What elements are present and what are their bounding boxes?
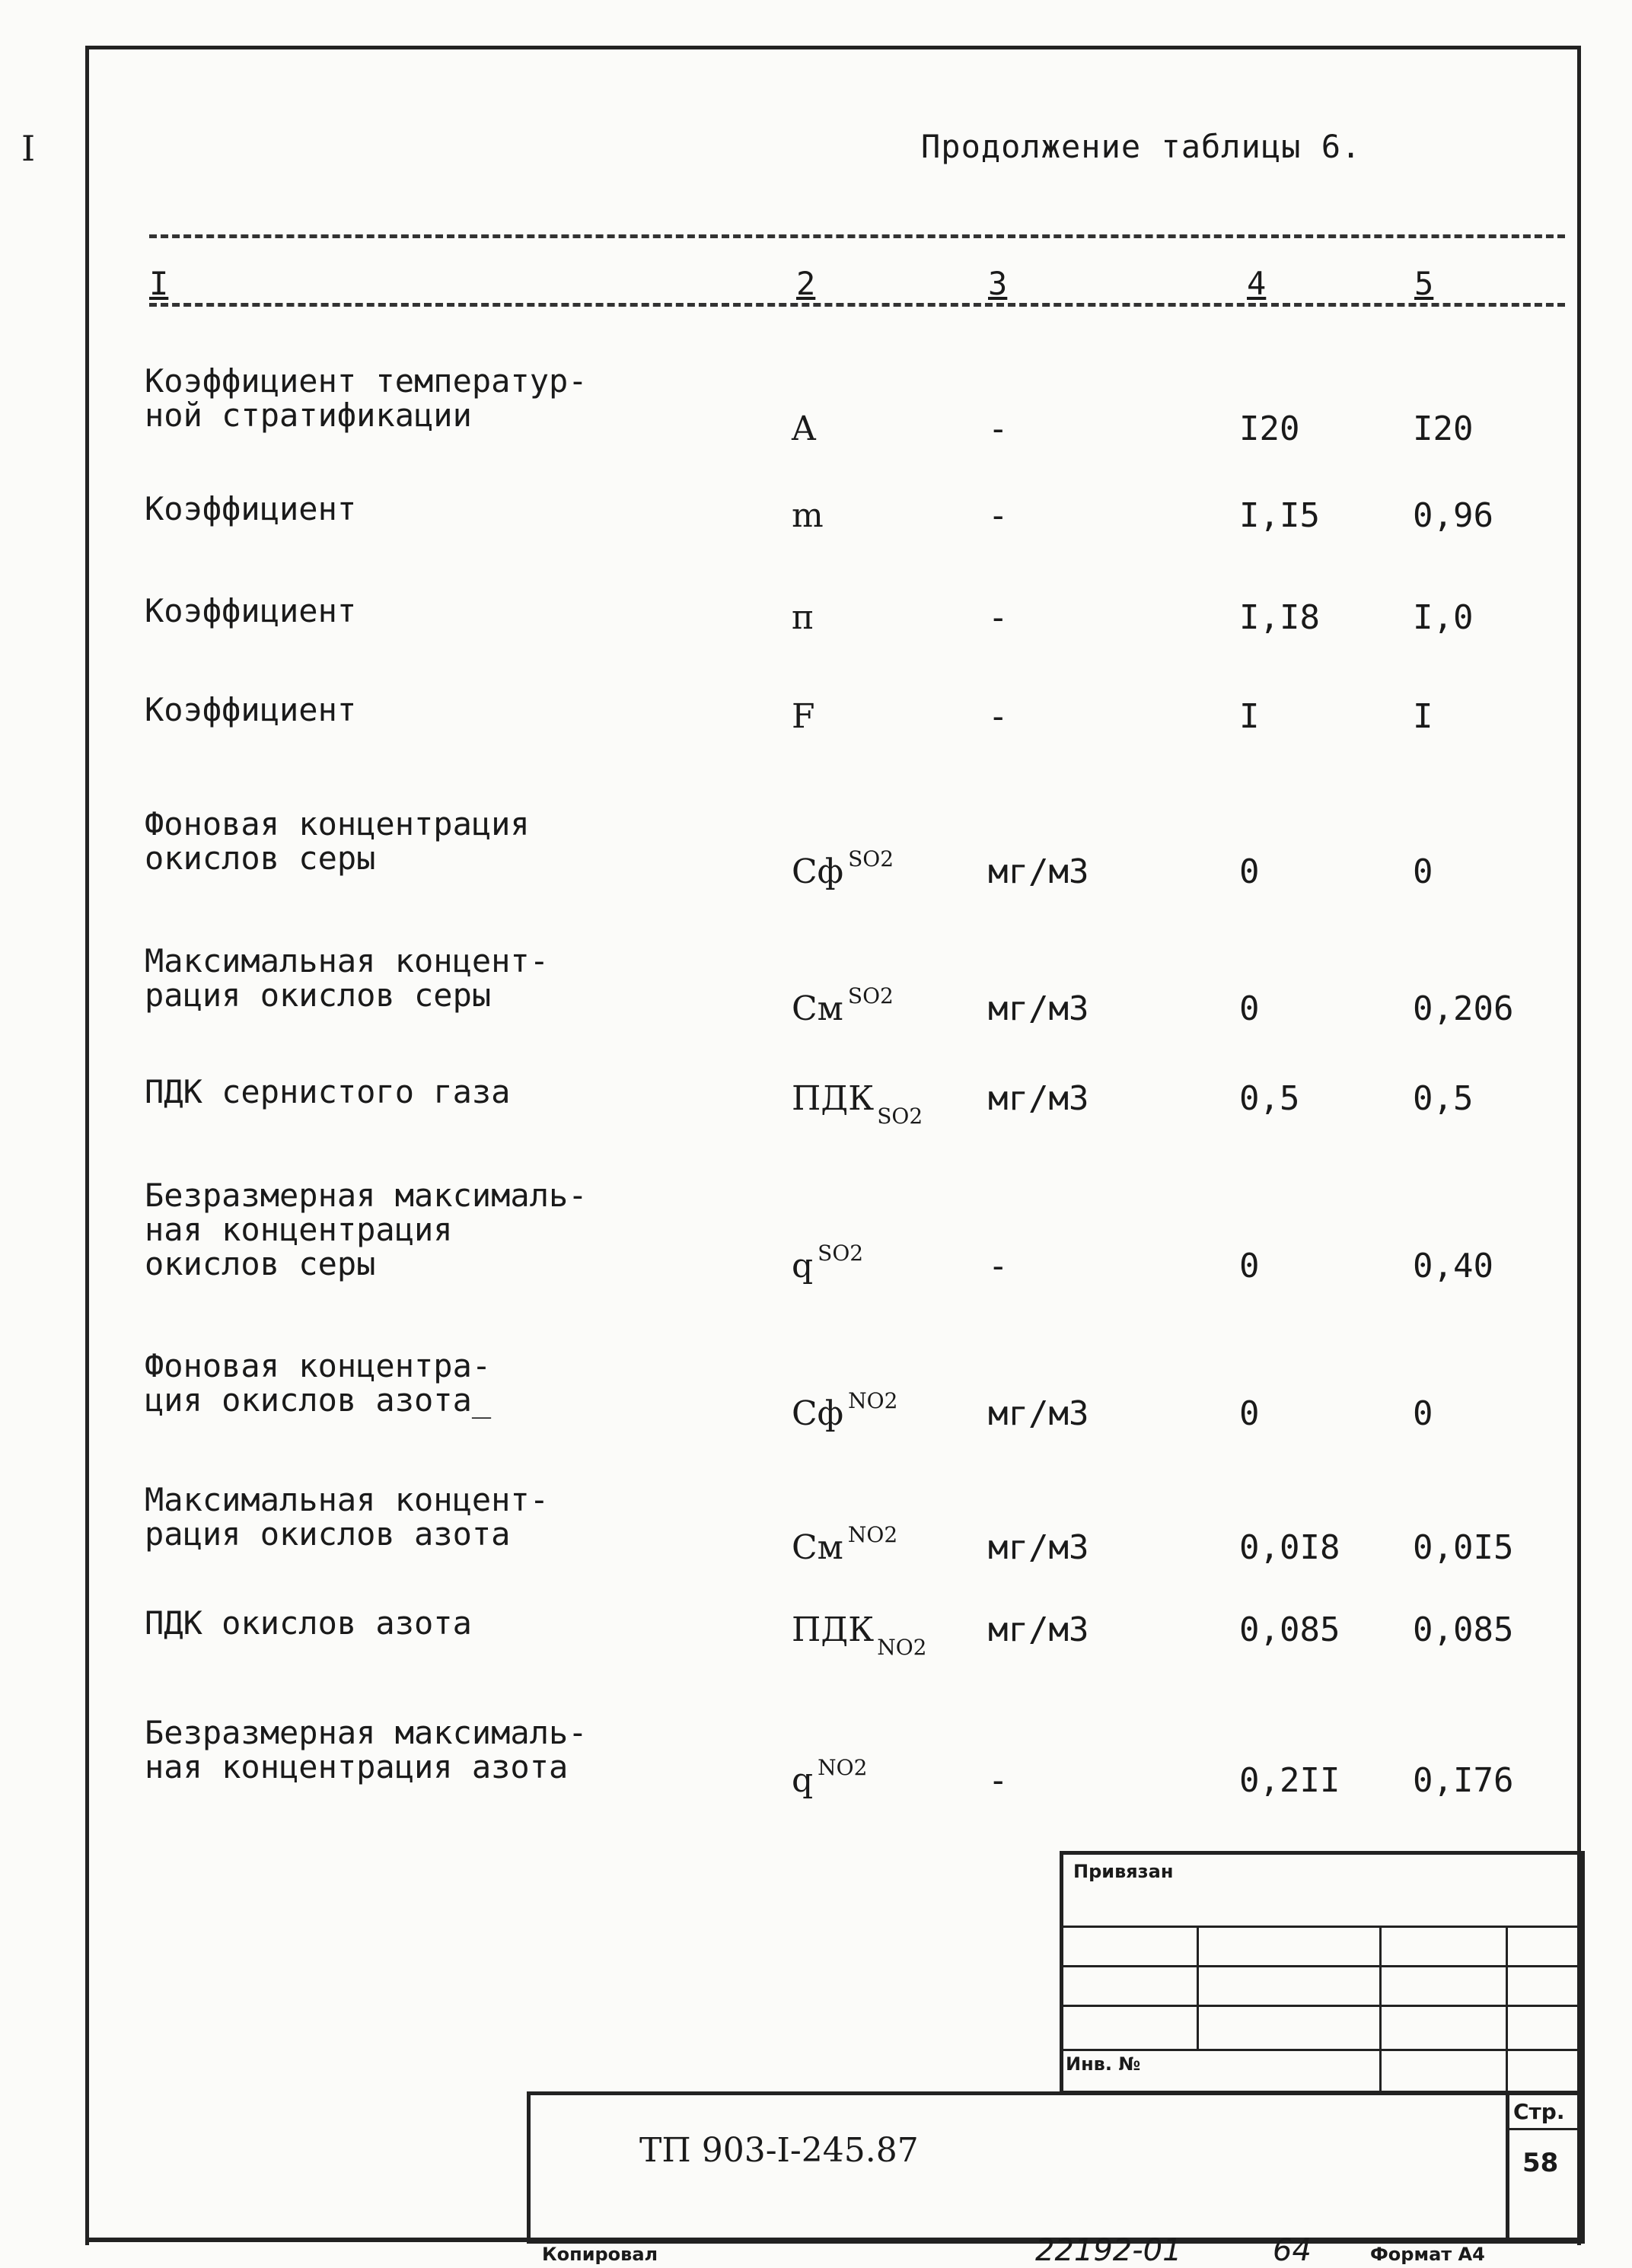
row-value-col5: 0,40 xyxy=(1413,1247,1493,1285)
row-unit: - xyxy=(988,697,1009,736)
row-symbol xyxy=(792,1241,864,1285)
symbol-base: См xyxy=(792,989,843,1028)
row-unit: мг/м3 xyxy=(988,1079,1089,1118)
symbol-superscript: SO2 xyxy=(818,1241,864,1266)
row-unit: - xyxy=(988,1761,1009,1800)
margin-number: I xyxy=(21,128,36,169)
row-symbol xyxy=(792,598,814,637)
stamp-line xyxy=(1379,1926,1382,2094)
symbol-base: См xyxy=(792,1528,843,1567)
symbol-base: q xyxy=(792,1247,814,1285)
table-title: Продолжение таблицы 6. xyxy=(921,128,1362,165)
column-header-5: 5 xyxy=(1414,265,1434,302)
row-label: ПДК окислов азота xyxy=(145,1604,472,1642)
row-value-col4: 0 xyxy=(1239,989,1260,1028)
handwritten-page: 64 xyxy=(1273,2233,1312,2268)
row-symbol xyxy=(792,409,816,448)
row-value-col5: I,0 xyxy=(1413,598,1474,637)
symbol-base: A xyxy=(792,409,816,448)
row-value-col5: 0,085 xyxy=(1413,1610,1514,1649)
row-unit: - xyxy=(988,409,1009,448)
inv-no-label: Инв. № xyxy=(1066,2053,1141,2075)
row-unit: - xyxy=(988,1247,1009,1285)
row-value-col5: 0,0I5 xyxy=(1413,1528,1514,1567)
row-symbol xyxy=(792,697,815,736)
header-bottom-dashed-line xyxy=(149,303,1565,307)
row-label: Безразмерная максималь- ная концентрация азота xyxy=(145,1714,588,1785)
row-symbol xyxy=(792,1522,898,1567)
row-unit: мг/м3 xyxy=(988,989,1089,1028)
stamp-line xyxy=(1506,1926,1508,2094)
symbol-base: F xyxy=(792,697,815,736)
row-label: Коэффициент xyxy=(145,490,357,527)
row-unit: - xyxy=(988,496,1009,535)
row-unit: - xyxy=(988,598,1009,637)
stamp-line xyxy=(1197,1926,1199,2049)
column-header-1: I xyxy=(149,265,169,302)
row-label: ПДК сернистого газа xyxy=(145,1073,511,1110)
symbol-superscript: NO2 xyxy=(847,1522,898,1547)
row-value-col4: 0,2II xyxy=(1239,1761,1340,1800)
stamp-line xyxy=(1506,2091,1509,2244)
row-symbol xyxy=(792,1388,898,1433)
row-symbol xyxy=(792,846,894,891)
row-symbol xyxy=(792,1079,923,1129)
row-value-col4: 0,085 xyxy=(1239,1610,1340,1649)
column-header-2: 2 xyxy=(796,265,816,302)
symbol-base: ПДК xyxy=(792,1079,875,1118)
kopiroval-label: Копировал xyxy=(542,2244,658,2265)
row-value-col4: 0 xyxy=(1239,852,1260,891)
symbol-superscript: SO2 xyxy=(847,983,894,1008)
row-value-col4: I xyxy=(1239,697,1260,736)
row-symbol xyxy=(792,1755,868,1800)
symbol-base: Сф xyxy=(792,1394,844,1433)
row-label: Коэффициент температур- ной стратификации xyxy=(145,362,588,434)
row-unit: мг/м3 xyxy=(988,852,1089,891)
symbol-base: Сф xyxy=(792,852,844,891)
row-value-col4: 0 xyxy=(1239,1394,1260,1433)
row-label: Максимальная концент- рация окислов азота xyxy=(145,1481,550,1553)
symbol-base: ПДК xyxy=(792,1610,875,1649)
row-value-col5: 0,206 xyxy=(1413,989,1514,1028)
row-label: Коэффициент xyxy=(145,592,357,629)
symbol-superscript: SO2 xyxy=(848,846,894,871)
row-value-col5: 0 xyxy=(1413,1394,1433,1433)
header-top-dashed-line xyxy=(149,234,1565,238)
row-unit: мг/м3 xyxy=(988,1394,1089,1433)
row-label: Коэффициент xyxy=(145,691,357,728)
row-value-col5: I xyxy=(1413,697,1433,736)
row-value-col5: 0 xyxy=(1413,852,1433,891)
row-value-col4: 0,5 xyxy=(1239,1079,1300,1118)
document-code: ТП 903-I-245.87 xyxy=(639,2131,919,2170)
row-value-col5: 0,5 xyxy=(1413,1079,1474,1118)
stamp-line xyxy=(1506,2128,1585,2130)
row-value-col5: 0,I76 xyxy=(1413,1761,1514,1800)
symbol-superscript: NO2 xyxy=(818,1755,868,1780)
row-label: Фоновая концентра- ция окислов азота_ xyxy=(145,1347,492,1419)
symbol-base: q xyxy=(792,1761,814,1800)
column-header-3: 3 xyxy=(988,265,1008,302)
row-value-col5: I20 xyxy=(1413,409,1474,448)
row-value-col4: 0 xyxy=(1239,1247,1260,1285)
column-header-4: 4 xyxy=(1247,265,1267,302)
row-label: Безразмерная максималь- ная концентрация окислов серы xyxy=(145,1177,588,1282)
symbol-base: п xyxy=(792,598,814,637)
page-number: 58 xyxy=(1522,2148,1559,2178)
row-symbol xyxy=(792,1610,927,1660)
page-label: Стр. xyxy=(1513,2099,1565,2124)
symbol-subscript: SO2 xyxy=(877,1104,923,1129)
symbol-superscript: NO2 xyxy=(848,1388,898,1413)
order-number: 22192-01 xyxy=(1035,2233,1182,2268)
row-symbol xyxy=(792,496,824,535)
format-label: Формат А4 xyxy=(1370,2244,1485,2265)
row-label: Фоновая концентрация окислов серы xyxy=(145,805,530,877)
row-value-col4: 0,0I8 xyxy=(1239,1528,1340,1567)
row-value-col4: I20 xyxy=(1239,409,1300,448)
row-label: Максимальная концент- рация окислов серы xyxy=(145,942,550,1014)
row-unit: мг/м3 xyxy=(988,1610,1089,1649)
symbol-subscript: NO2 xyxy=(877,1635,927,1660)
row-unit: мг/м3 xyxy=(988,1528,1089,1567)
row-value-col5: 0,96 xyxy=(1413,496,1493,535)
row-value-col4: I,I5 xyxy=(1239,496,1320,535)
symbol-base: m xyxy=(792,496,824,535)
privyazan-label: Привязан xyxy=(1073,1861,1174,1882)
row-symbol xyxy=(792,983,894,1028)
row-value-col4: I,I8 xyxy=(1239,598,1320,637)
